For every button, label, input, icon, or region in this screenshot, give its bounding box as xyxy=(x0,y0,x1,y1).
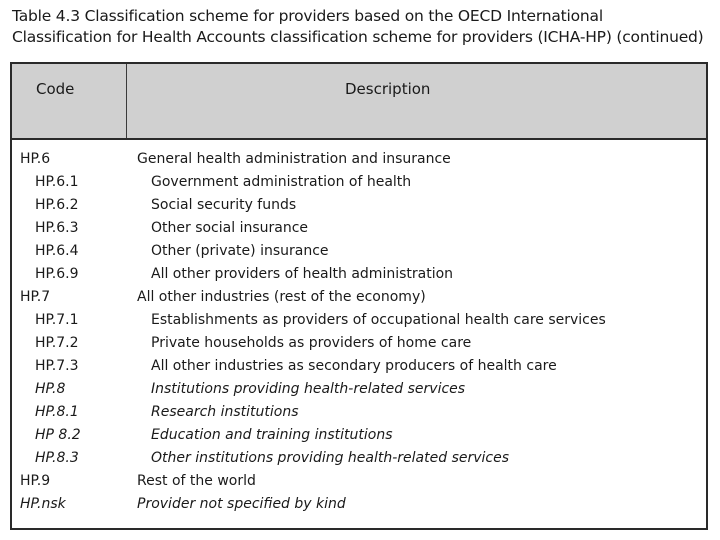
row-description: All other industries (rest of the economy) xyxy=(137,289,426,305)
table-row xyxy=(12,148,706,171)
row-description: Other social insurance xyxy=(151,220,309,236)
row-description: Government administration of health xyxy=(151,174,412,190)
row-description: General health administration and insurance xyxy=(137,151,451,167)
row-code: HP.6.4 xyxy=(35,243,79,259)
row-description: Institutions providing health-related services xyxy=(151,381,466,397)
table-row xyxy=(12,263,706,286)
row-description: Research institutions xyxy=(151,404,299,420)
header-divider xyxy=(126,64,127,138)
row-code: HP.8.1 xyxy=(35,404,79,420)
description-column-header: Description xyxy=(345,80,431,98)
row-description: Provider not specified by kind xyxy=(137,496,346,512)
row-description: Education and training institutions xyxy=(151,427,393,443)
table-row xyxy=(12,217,706,240)
table-row xyxy=(12,171,706,194)
row-description: All other industries as secondary producers of health care xyxy=(151,358,557,374)
row-description: All other providers of health administration xyxy=(151,266,454,282)
row-code: HP.8.3 xyxy=(35,450,79,466)
row-description: Rest of the world xyxy=(137,473,256,489)
row-description: Other institutions providing health-related services xyxy=(151,450,510,466)
row-code: HP.nsk xyxy=(20,496,66,512)
classification-table xyxy=(10,62,708,530)
row-code: HP.8 xyxy=(35,381,66,397)
row-description: Social security funds xyxy=(151,197,297,213)
table-row xyxy=(12,470,706,493)
table-row xyxy=(12,493,706,516)
table-row xyxy=(12,309,706,332)
row-code: HP.9 xyxy=(20,473,51,489)
row-code: HP.7.3 xyxy=(35,358,79,374)
row-description: Private households as providers of home care xyxy=(151,335,472,351)
row-code: HP.7 xyxy=(20,289,51,305)
table-row xyxy=(12,378,706,401)
table-row xyxy=(12,355,706,378)
caption-line-1: Table 4.3 Classification scheme for providers based on the OECD International xyxy=(12,7,603,25)
table-body xyxy=(12,148,706,516)
table-row xyxy=(12,286,706,309)
row-description: Establishments as providers of occupational health care services xyxy=(151,312,606,328)
table-row xyxy=(12,424,706,447)
row-description: Other (private) insurance xyxy=(151,243,329,259)
row-code: HP.6.1 xyxy=(35,174,79,190)
row-code: HP.6.9 xyxy=(35,266,79,282)
table-row xyxy=(12,332,706,355)
table-row xyxy=(12,447,706,470)
row-code: HP.6.3 xyxy=(35,220,79,236)
table-row xyxy=(12,194,706,217)
row-code: HP.6.2 xyxy=(35,197,79,213)
row-code: HP.7.2 xyxy=(35,335,79,351)
table-row xyxy=(12,240,706,263)
row-code: HP.6 xyxy=(20,151,51,167)
table-caption xyxy=(12,6,712,48)
row-code: HP.7.1 xyxy=(35,312,79,328)
row-code: HP 8.2 xyxy=(35,427,81,443)
table-header xyxy=(12,64,706,140)
table-row xyxy=(12,401,706,424)
caption-line-2: Classification for Health Accounts classification scheme for providers (ICHA-HP) (continued) xyxy=(12,28,704,46)
code-column-header: Code xyxy=(36,80,75,98)
